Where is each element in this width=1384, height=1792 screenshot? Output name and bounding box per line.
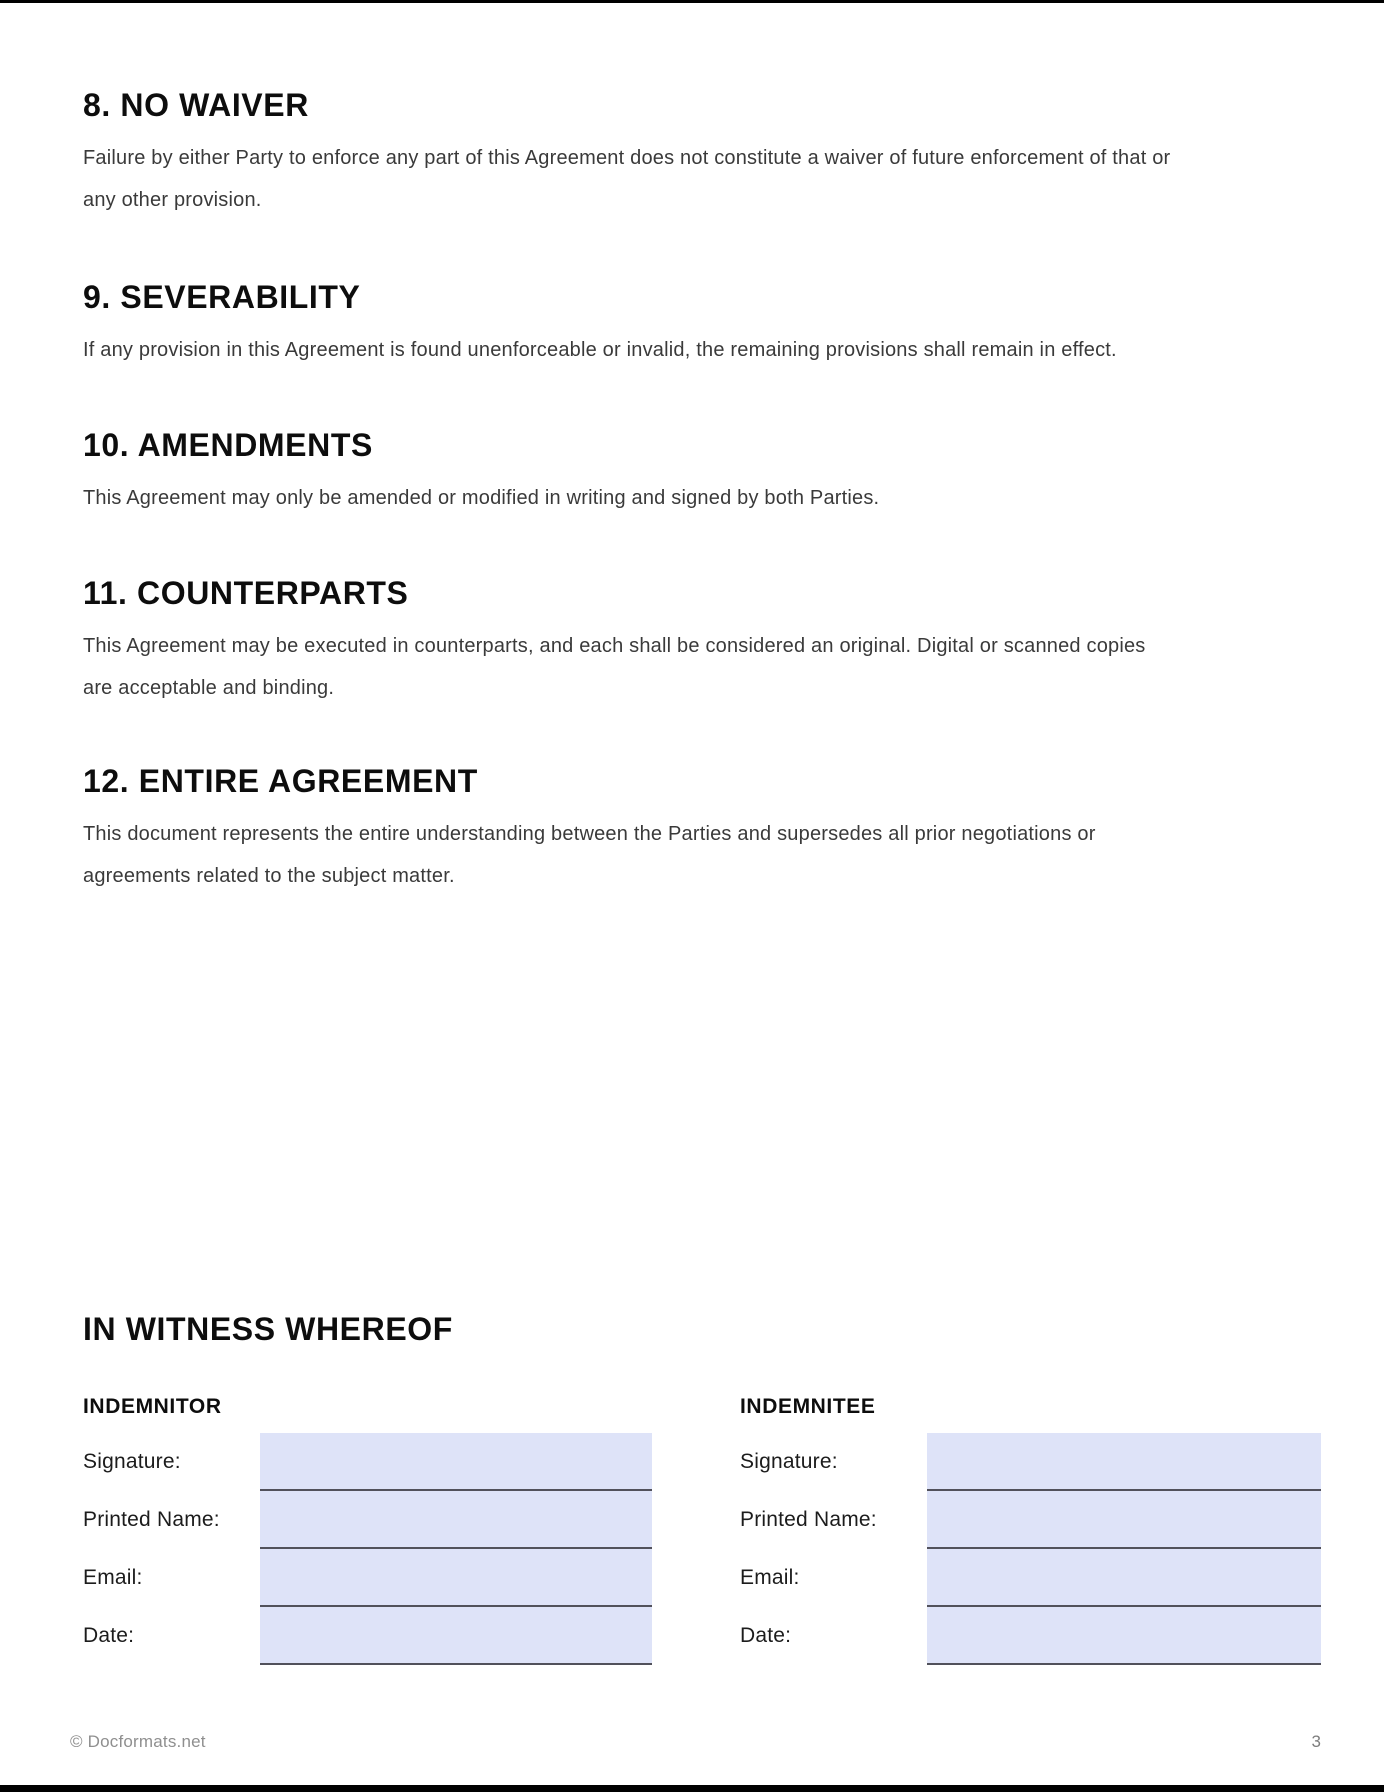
- witness-whereof-title: IN WITNESS WHEREOF: [83, 1311, 453, 1347]
- indemnitee-fields: [740, 1433, 1321, 1665]
- printed-name-label: Printed Name:: [83, 1508, 220, 1532]
- page-content: [83, 0, 1321, 1792]
- section-counterparts: [83, 576, 1321, 709]
- indemnitee-field-inputs: [927, 1433, 1321, 1665]
- indemnitee-signature-input[interactable]: [927, 1433, 1321, 1491]
- indemnitor-block: [83, 1394, 652, 1665]
- signature-blocks: [83, 1394, 1321, 1665]
- page-footer: [70, 1732, 1321, 1752]
- indemnitor-field-labels: [83, 1433, 260, 1665]
- printed-name-label: Printed Name:: [740, 1508, 877, 1532]
- section-entire-agreement: [83, 764, 1321, 897]
- signature-label: Signature:: [83, 1450, 181, 1474]
- date-label: Date:: [740, 1624, 792, 1648]
- email-label: Email:: [83, 1566, 143, 1590]
- indemnitor-email-input[interactable]: [260, 1549, 652, 1607]
- indemnitor-signature-input[interactable]: [260, 1433, 652, 1491]
- section-title: 8. NO WAIVER: [83, 87, 309, 123]
- indemnitee-block: [740, 1394, 1321, 1665]
- indemnitor-date-input[interactable]: [260, 1607, 652, 1665]
- section-title: 9. SEVERABILITY: [83, 279, 361, 315]
- page-number: 3: [1311, 1732, 1321, 1751]
- section-severability: [83, 280, 1321, 371]
- indemnitee-printed-name-input[interactable]: [927, 1491, 1321, 1549]
- section-title: 12. ENTIRE AGREEMENT: [83, 763, 478, 799]
- page-bottom-border: [0, 1785, 1384, 1792]
- date-label: Date:: [83, 1624, 135, 1648]
- section-title: 11. COUNTERPARTS: [83, 575, 409, 611]
- email-label: Email:: [740, 1566, 800, 1590]
- section-body: This Agreement may be executed in counterparts, and each shall be considered an original. Digital or scanned copies are acceptable and binding.: [83, 635, 1146, 700]
- footer-copyright: © Docformats.net: [70, 1732, 206, 1751]
- indemnitor-field-inputs: [260, 1433, 652, 1665]
- section-amendments: [83, 428, 1321, 519]
- indemnitor-printed-name-input[interactable]: [260, 1491, 652, 1549]
- indemnitee-email-input[interactable]: [927, 1549, 1321, 1607]
- indemnitor-heading: INDEMNITOR: [83, 1395, 222, 1418]
- section-body: This document represents the entire understanding between the Parties and supersedes all prior negotiations or agreements related to the subject matter.: [83, 823, 1096, 888]
- section-no-waiver: [83, 88, 1321, 221]
- section-body: If any provision in this Agreement is found unenforceable or invalid, the remaining provisions shall remain in effect.: [83, 339, 1117, 362]
- indemnitee-field-labels: [740, 1433, 927, 1665]
- indemnitee-heading: INDEMNITEE: [740, 1395, 876, 1418]
- section-title: 10. AMENDMENTS: [83, 427, 373, 463]
- indemnitee-date-input[interactable]: [927, 1607, 1321, 1665]
- indemnitor-fields: [83, 1433, 652, 1665]
- section-body: Failure by either Party to enforce any part of this Agreement does not constitute a waiver of future enforcement of that or any other provision.: [83, 147, 1171, 212]
- signature-label: Signature:: [740, 1450, 838, 1474]
- section-body: This Agreement may only be amended or modified in writing and signed by both Parties.: [83, 487, 880, 510]
